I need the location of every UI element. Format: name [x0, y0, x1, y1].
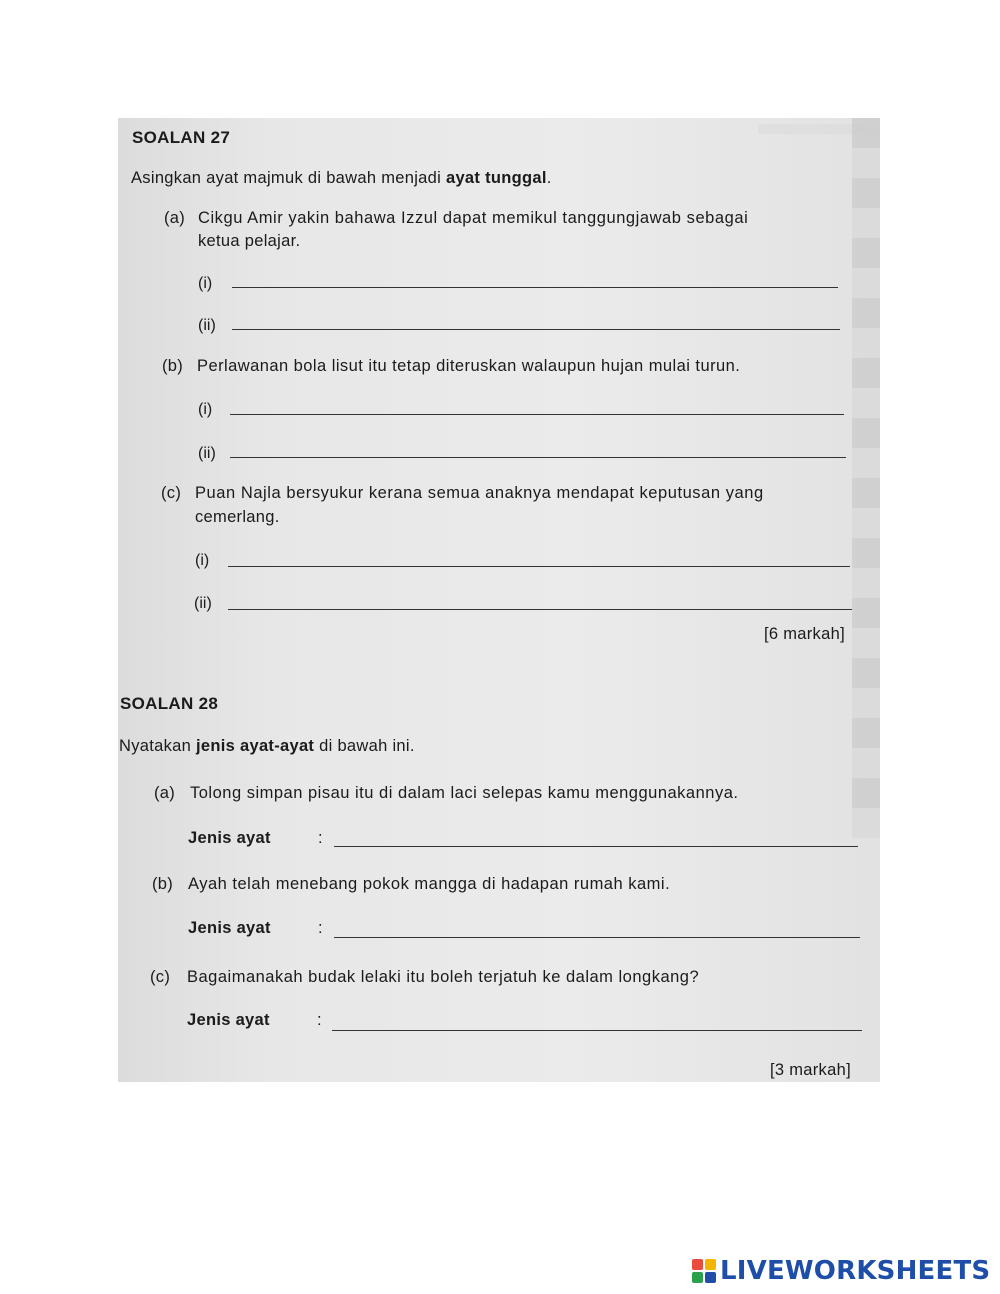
q27-c-text-line1: Puan Najla bersyukur kerana semua anaknya mendapat keputusan yang: [195, 484, 764, 502]
q28-b-text: Ayah telah menebang pokok mangga di hadapan rumah kami.: [188, 875, 671, 893]
binding-spine: [852, 118, 880, 838]
q28-a-answer-line[interactable]: [334, 846, 858, 847]
q28-c-label: (c): [150, 968, 171, 986]
q28-heading: SOALAN 28: [120, 694, 219, 713]
q28-a-jenis-label: Jenis ayat: [188, 829, 271, 847]
q28-a-text: Tolong simpan pisau itu di dalam laci selepas kamu menggunakannya.: [190, 784, 739, 802]
q27-b-i-label: (i): [198, 401, 213, 418]
q27-b-text: Perlawanan bola lisut itu tetap diteruskan walaupun hujan mulai turun.: [197, 357, 741, 375]
q27-heading: SOALAN 27: [132, 128, 231, 147]
q28-b-jenis-label: Jenis ayat: [188, 919, 271, 937]
q28-instruction: Nyatakan jenis ayat-ayat di bawah ini.: [119, 737, 415, 755]
q28-b-answer-line[interactable]: [334, 937, 860, 938]
q28-marks: [3 markah]: [770, 1061, 851, 1079]
q27-c-label: (c): [161, 484, 182, 502]
q27-b-i-answer-line[interactable]: [230, 414, 844, 415]
q28-c-text: Bagaimanakah budak lelaki itu boleh terjatuh ke dalam longkang?: [187, 968, 700, 986]
q28-b-label: (b): [152, 875, 174, 893]
q28-a-colon: :: [318, 829, 323, 847]
q27-a-ii-label: (ii): [198, 317, 216, 334]
q27-a-text-line2: ketua pelajar.: [198, 232, 301, 250]
q27-c-ii-answer-line[interactable]: [228, 609, 852, 610]
q27-c-i-answer-line[interactable]: [228, 566, 850, 567]
q28-b-colon: :: [318, 919, 323, 937]
q27-b-ii-answer-line[interactable]: [230, 457, 846, 458]
q27-instruction: Asingkan ayat majmuk di bawah menjadi ayat tunggal.: [131, 169, 552, 187]
q27-a-label: (a): [164, 209, 186, 227]
q27-b-ii-label: (ii): [198, 445, 216, 462]
q27-b-label: (b): [162, 357, 184, 375]
q28-c-jenis-label: Jenis ayat: [187, 1011, 270, 1029]
q27-a-i-label: (i): [198, 275, 213, 292]
brand-grid-icon: [692, 1259, 716, 1283]
liveworksheets-logo: [692, 1256, 990, 1286]
q27-c-i-label: (i): [195, 552, 210, 569]
q27-c-text-line2: cemerlang.: [195, 508, 280, 526]
q27-a-text-line1: Cikgu Amir yakin bahawa Izzul dapat memikul tanggungjawab sebagai: [198, 209, 749, 227]
q28-a-label: (a): [154, 784, 176, 802]
q27-marks: [6 markah]: [764, 625, 845, 643]
q27-c-ii-label: (ii): [194, 595, 212, 612]
q28-c-answer-line[interactable]: [332, 1030, 862, 1031]
worksheet-page: [118, 118, 880, 1082]
q28-c-colon: :: [317, 1011, 322, 1029]
q27-a-i-answer-line[interactable]: [232, 287, 838, 288]
brand-name: LIVEWORKSHEETS: [720, 1256, 991, 1286]
q27-a-ii-answer-line[interactable]: [232, 329, 840, 330]
